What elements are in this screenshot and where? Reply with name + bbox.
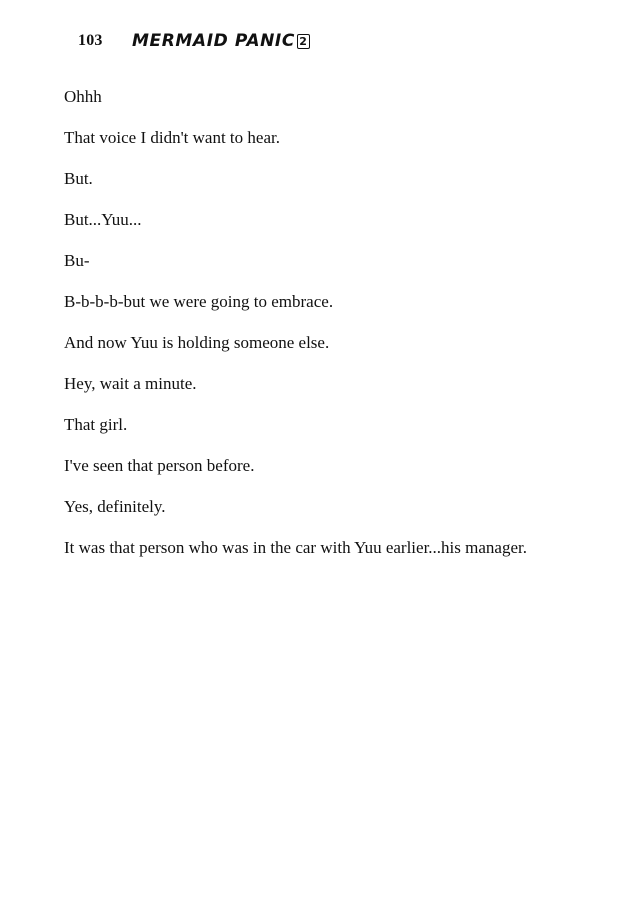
text-line: Ohhh bbox=[64, 87, 102, 106]
text-line: Hey, wait a minute. bbox=[64, 374, 197, 393]
text-line: B-b-b-b-but we were going to embrace. bbox=[64, 292, 334, 311]
text-body bbox=[64, 86, 624, 578]
text-line: That voice I didn't want to hear. bbox=[64, 128, 280, 147]
text-line: Bu- bbox=[64, 251, 90, 270]
text-line: I've seen that person before. bbox=[64, 456, 255, 475]
text-line: It was that person who was in the car with Yuu earlier...his manager. bbox=[64, 538, 527, 557]
text-line: But...Yuu... bbox=[64, 210, 142, 229]
text-line: But. bbox=[64, 169, 93, 188]
text-line: And now Yuu is holding someone else. bbox=[64, 333, 330, 352]
text-line: That girl. bbox=[64, 415, 128, 434]
page-number: 103 bbox=[78, 32, 103, 49]
page-header bbox=[78, 28, 310, 54]
book-title-text: MERMAID PANIC bbox=[132, 31, 295, 51]
volume-number-badge: 2 bbox=[297, 34, 310, 49]
text-line: Yes, definitely. bbox=[64, 497, 166, 516]
book-title bbox=[132, 31, 310, 51]
